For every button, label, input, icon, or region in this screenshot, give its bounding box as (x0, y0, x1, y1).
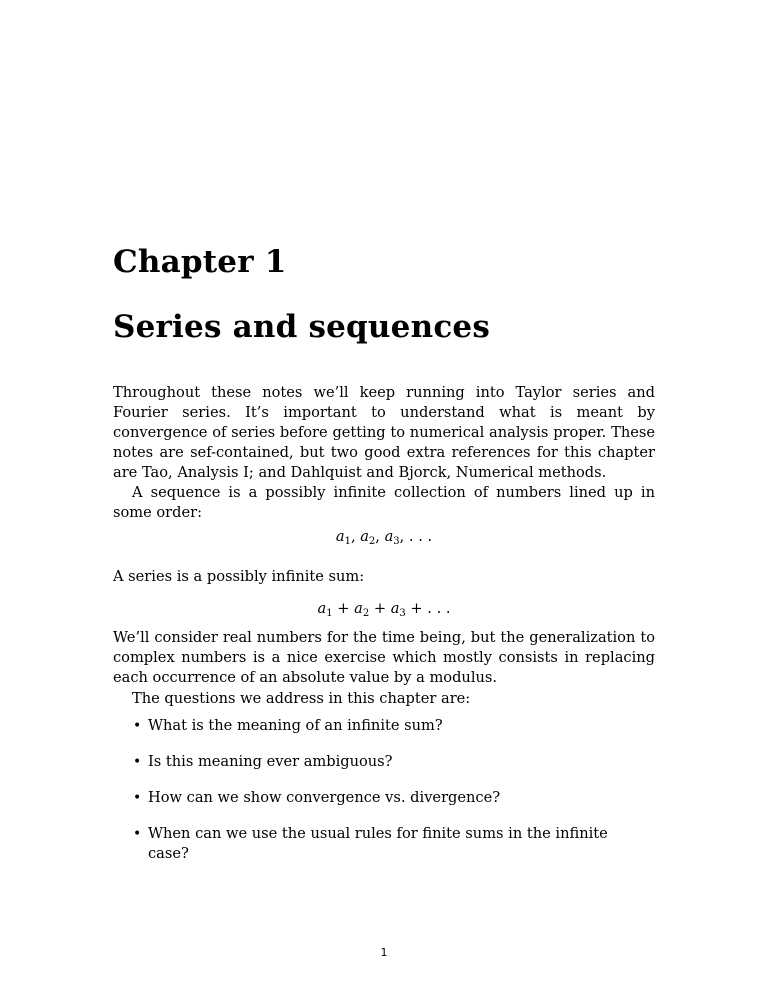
series-equation: $a_1 + a_2 + a_3$ + . . . (317, 600, 451, 619)
question-text: When can we use the usual rules for finite sums in the infinite case? (148, 825, 608, 862)
question-text: What is the meaning of an infinite sum? (148, 717, 443, 734)
series-definition-paragraph: A series is a possibly infinite sum: (113, 568, 365, 585)
intro-paragraph: Throughout these notes we’ll keep running into Taylor series and Fourier series. It’s important to understand what is meant by convergence of series before getting to numerical analysis proper. These notes are sef-contained, but two good extra references for this chapter are Tao, Analysis I; and Dahlquist and Bjorck, Numerical methods. (113, 384, 655, 481)
questions-list (133, 716, 653, 860)
list-item (133, 788, 653, 824)
list-item (133, 716, 653, 752)
sequence-equation: $a_1$, $a_2$, $a_3$, . . . (335, 528, 433, 547)
page-number: 1 (380, 946, 388, 959)
question-text: Is this meaning ever ambiguous? (148, 753, 393, 770)
chapter-label: Chapter 1 (113, 244, 287, 280)
real-numbers-paragraph: We’ll consider real numbers for the time being, but the generalization to complex numbers is a nice exercise which mostly consists in replacing each occurrence of an absolute value by a modulus. (113, 629, 655, 686)
questions-intro-paragraph: The questions we address in this chapter are: (132, 690, 471, 707)
question-text: How can we show convergence vs. divergence? (148, 789, 501, 806)
bullet-icon: • (133, 718, 142, 734)
bullet-icon: • (133, 790, 142, 806)
list-item (133, 752, 653, 788)
bullet-icon: • (133, 826, 142, 842)
list-item (133, 824, 653, 860)
chapter-title: Series and sequences (113, 309, 490, 345)
sequence-definition-paragraph: A sequence is a possibly infinite collection of numbers lined up in some order: (113, 484, 655, 521)
bullet-icon: • (133, 754, 142, 770)
